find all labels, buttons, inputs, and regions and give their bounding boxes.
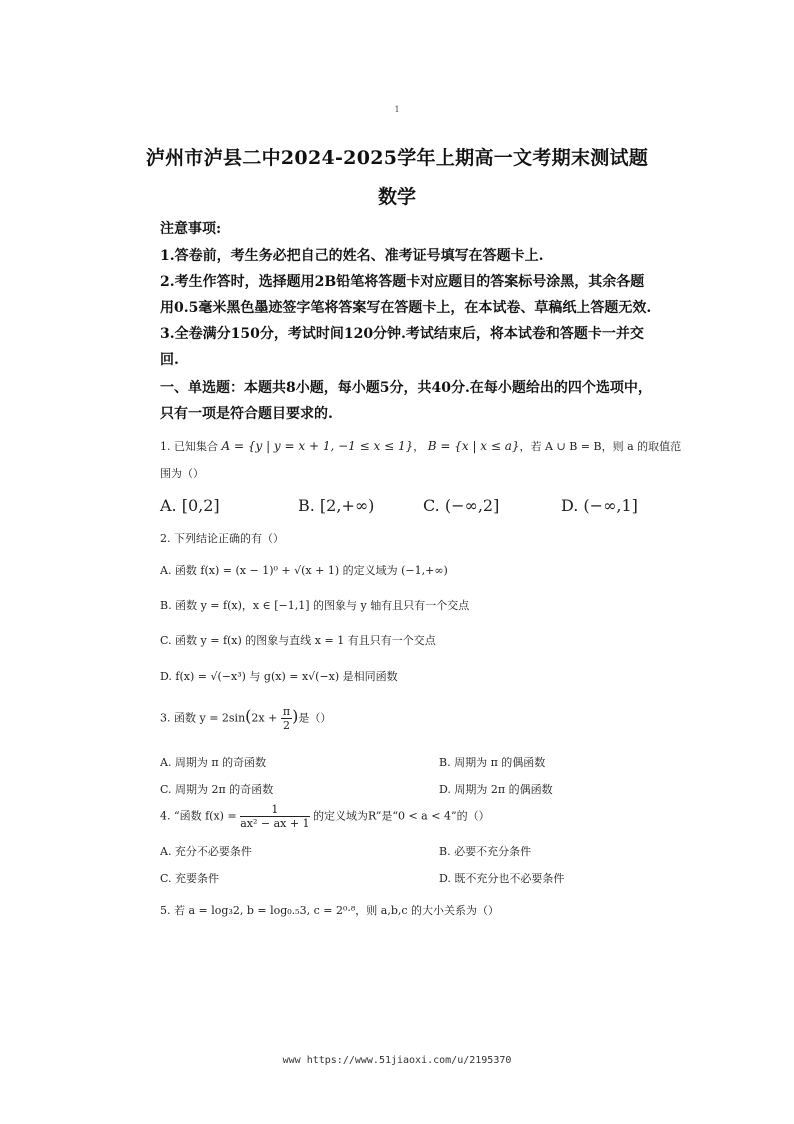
question-2: 2. 下列结论正确的有（） [160, 532, 284, 545]
q1-prefix: 1. 已知集合 [160, 440, 218, 453]
q3-option-d: D. 周期为 2π 的偶函数 [439, 783, 553, 796]
q1-sep: ， [413, 440, 425, 453]
page-number: 1 [394, 105, 400, 114]
question-3: 3. 函数 y = 2sin(2x + $\frac{\pi}{2}$ )是（） [160, 705, 332, 732]
question-1 [160, 438, 681, 454]
q1-option-c: C. (−∞,2] [423, 496, 500, 515]
notice-item-2: 2.考生作答时，选择题用2B铅笔将答题卡对应题目的答案标号涂黑，其余各题 [160, 274, 645, 290]
q4-option-a: A. 充分不必要条件 [160, 845, 252, 858]
q2-option-d: D. f(x) = √(−x³) 与 g(x) = x√(−x) 是相同函数 [160, 670, 398, 683]
question-5: 5. 若 a = log₃2, b = log₀.₅3, c = 2⁰·⁸，则 a,b,c 的大小关系为（） [160, 904, 500, 917]
q3-frac-num: π [282, 705, 291, 718]
q2-option-b: B. 函数 y = f(x)，x ∈ [−1,1] 的图象与 y 轴有且只有一个交点 [160, 599, 470, 612]
q3-frac-den: 2 [282, 719, 290, 732]
q1-cond: ，若 A ∪ B = B，则 a 的取值范 [519, 440, 682, 453]
notice-item-1: 1.答卷前，考生务必把自己的姓名、准考证号填写在答题卡上. [160, 248, 544, 264]
notice-heading: 注意事项: [160, 221, 222, 237]
q4-frac-num: 1 [240, 803, 309, 817]
question-4 [160, 803, 490, 830]
q1-set-a: A = {y | y = x + 1, −1 ≤ x ≤ 1} [221, 439, 414, 453]
q4-option-b: B. 必要不充分条件 [439, 845, 532, 858]
footer-url: www https://www.51jiaoxi.com/u/2195370 [282, 1055, 512, 1066]
q2-option-a: A. 函数 f(x) = (x − 1)⁰ + √(x + 1) 的定义域为 (−1,+∞) [160, 564, 448, 577]
q3-option-b: B. 周期为 π 的偶函数 [439, 756, 546, 769]
q3-option-c: C. 周期为 2π 的奇函数 [160, 783, 274, 796]
q1-option-d: D. (−∞,1] [561, 496, 638, 515]
q1-option-b: B. [2,+∞) [298, 496, 375, 515]
q1-option-a: A. [0,2] [160, 496, 220, 515]
notice-item-2-cont: 用0.5毫米黑色墨迹签字笔将答案写在答题卡上，在本试卷、草稿纸上答题无效. [160, 300, 652, 316]
q1-set-b: B = {x | x ≤ a} [427, 439, 520, 453]
section-heading-line-1: 一、单选题：本题共8小题，每小题5分，共40分.在每小题给出的四个选项中， [160, 380, 652, 396]
notice-item-3-cont: 回. [160, 352, 179, 368]
q3-prefix: 3. 函数 y = 2sin [160, 711, 246, 725]
question-1-line-2: 围为（） [160, 467, 204, 480]
notice-item-3: 3.全卷满分150分，考试时间120分钟.考试结束后，将本试卷和答题卡一并交 [160, 326, 644, 342]
exam-title: 泸州市泸县二中2024-2025学年上期高一文考期末测试题 [145, 147, 649, 169]
q3-fraction [281, 705, 292, 732]
section-heading-line-2: 只有一项是符合题目要求的. [160, 406, 333, 422]
q3-suffix: 是（） [298, 711, 332, 725]
q4-option-d: D. 既不充分也不必要条件 [439, 872, 565, 885]
q4-suffix: 的定义域为R”是“0 < a < 4”的（） [313, 809, 490, 823]
q4-frac-den: ax² − ax + 1 [240, 817, 310, 830]
q4-prefix: 4. “函数 f(x) = [160, 809, 237, 823]
q4-option-c: C. 充要条件 [160, 872, 220, 885]
exam-subject: 数学 [377, 186, 416, 208]
q2-option-c: C. 函数 y = f(x) 的图象与直线 x = 1 有且只有一个交点 [160, 634, 436, 647]
q3-option-a: A. 周期为 π 的奇函数 [160, 756, 267, 769]
q4-fraction [240, 803, 309, 830]
q3-inner: 2x + [251, 711, 281, 725]
